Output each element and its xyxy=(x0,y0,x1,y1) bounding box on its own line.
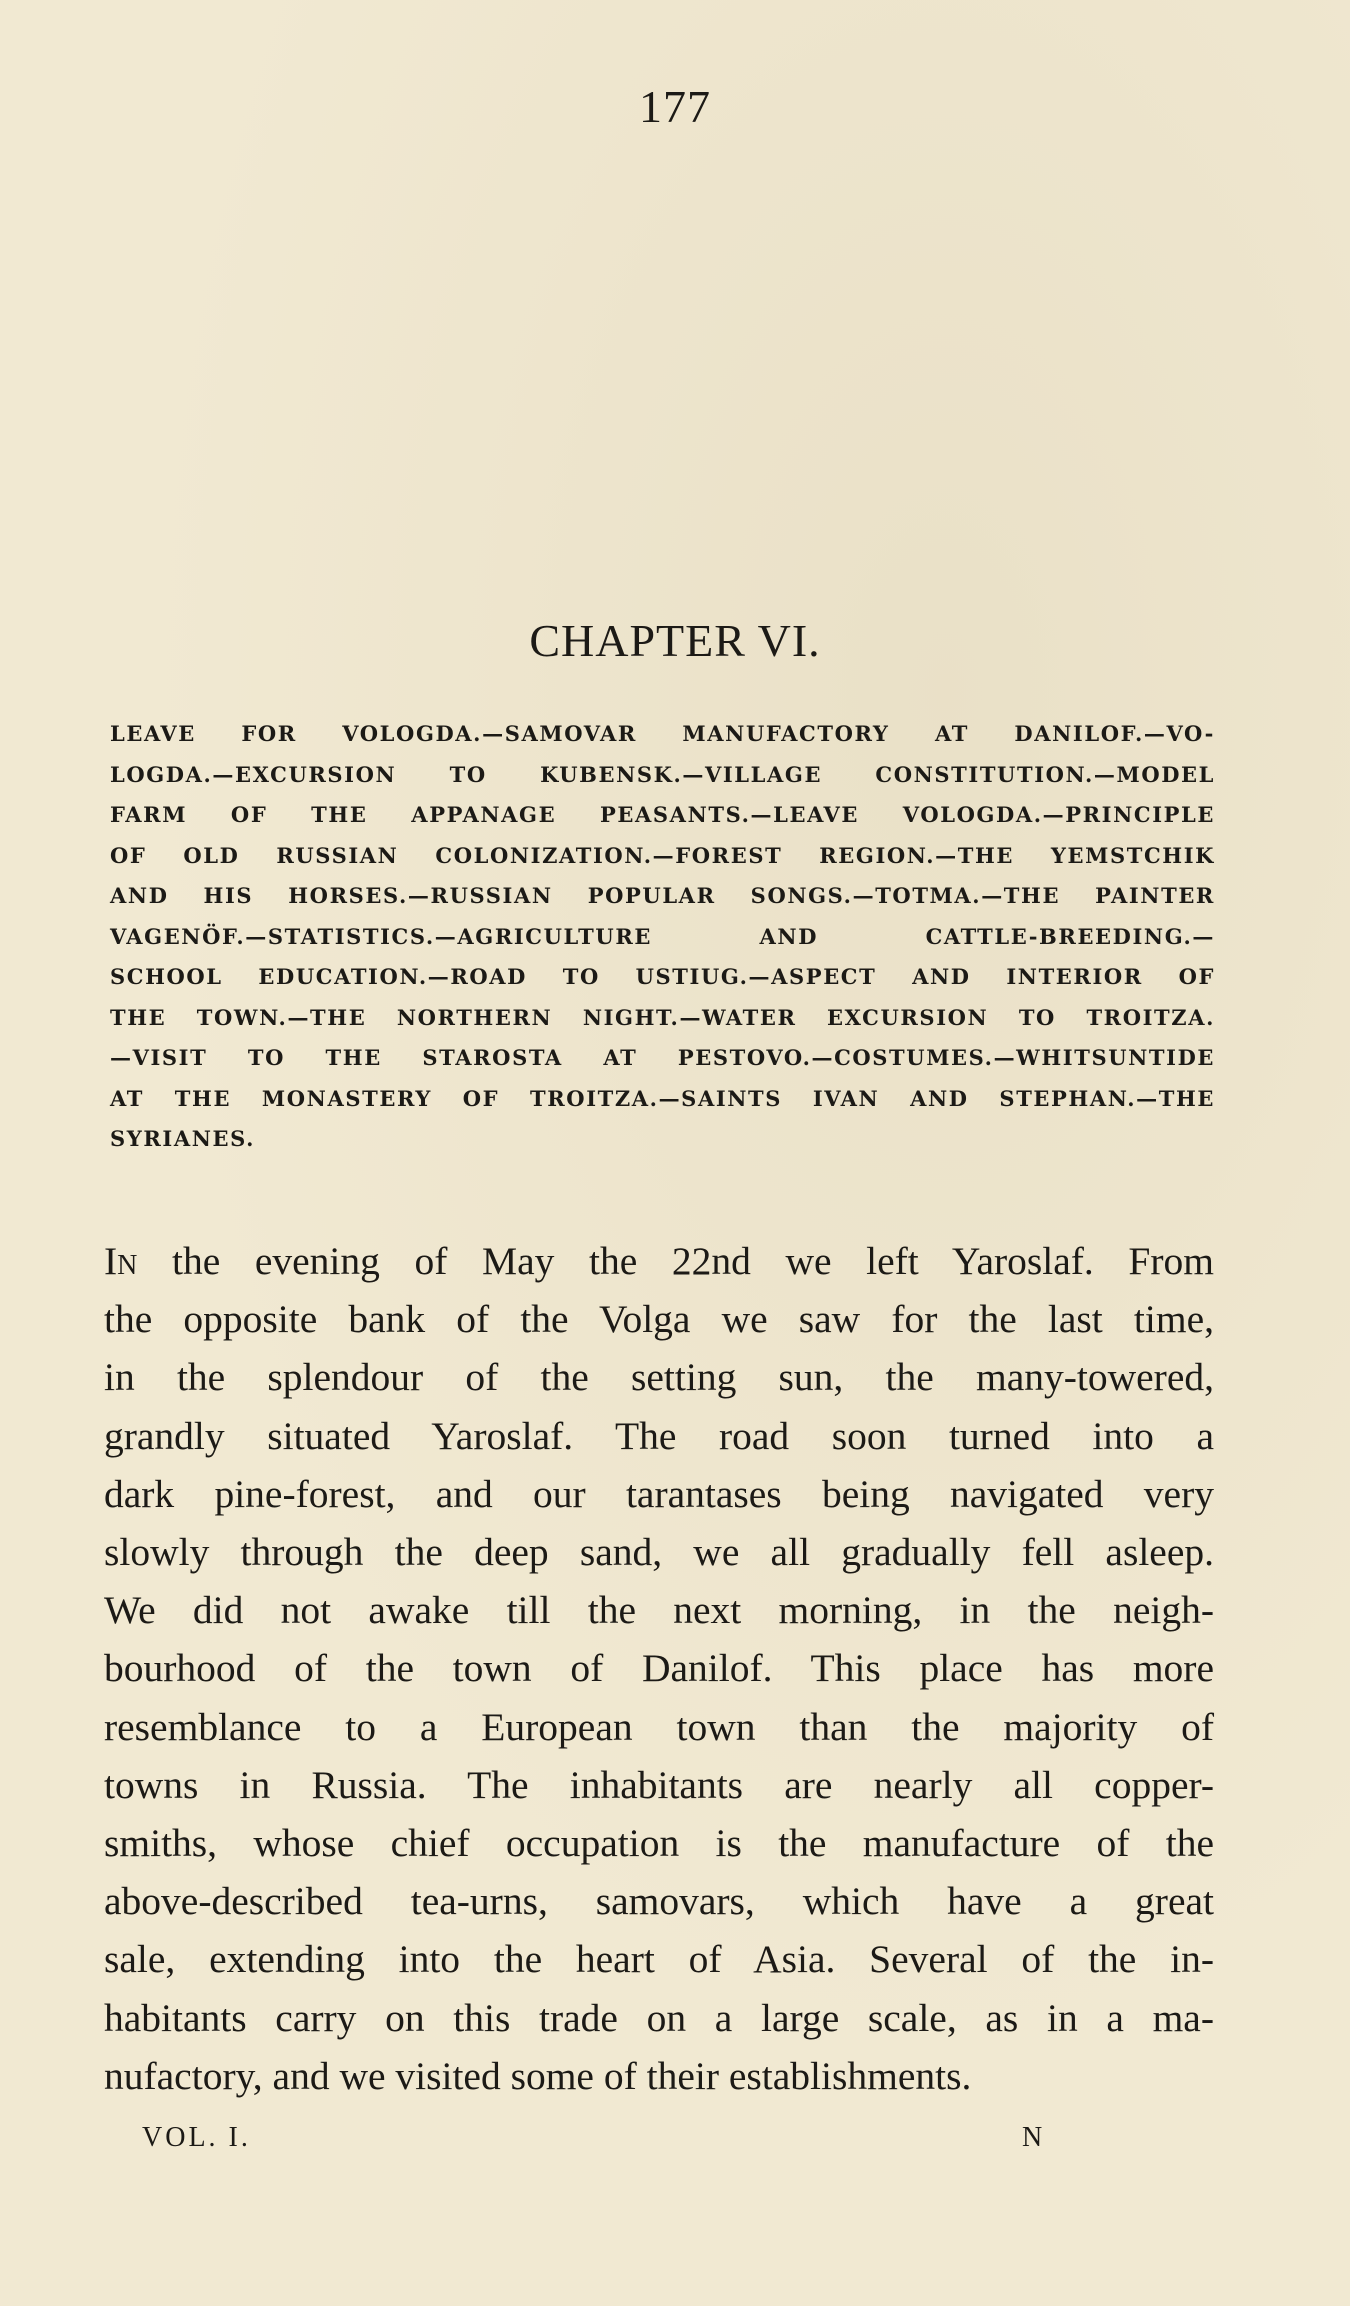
body-line-text: the evening of May the 22nd we left Yaroslaf. From xyxy=(137,1239,1214,1283)
body-line: grandly situated Yaroslaf. The road soon turned into a xyxy=(104,1413,1214,1458)
summary-line: SCHOOL EDUCATION.—ROAD TO USTIUG.—ASPECT AND INTERIOR OF xyxy=(110,964,1215,989)
chapter-summary xyxy=(110,714,1215,1160)
signature-mark: N xyxy=(1022,2122,1043,2153)
chapter-title: CHAPTER VI. xyxy=(529,615,821,666)
body-line: habitants carry on this trade on a large scale, as in a ma- xyxy=(104,1995,1214,2040)
summary-line: VAGENÖF.—STATISTICS.—AGRICULTURE AND CATTLE-BREEDING.— xyxy=(110,923,1215,949)
body-line xyxy=(104,1232,1214,1290)
summary-line: OF OLD RUSSIAN COLONIZATION.—FOREST REGION.—THE YEMSTCHIK xyxy=(110,842,1215,868)
summary-line: AT THE MONASTERY OF TROITZA.—SAINTS IVAN AND STEPHAN.—THE xyxy=(110,1085,1215,1111)
body-line: in the splendour of the setting sun, the many-towered, xyxy=(104,1355,1214,1400)
body-line: towns in Russia. The inhabitants are nearly all copper- xyxy=(104,1762,1214,1807)
summary-line: LEAVE FOR VOLOGDA.—SAMOVAR MANUFACTORY AT DANILOF.—VO- xyxy=(110,721,1215,746)
body-line: We did not awake till the next morning, in the neigh- xyxy=(104,1588,1214,1633)
body-line: dark pine-forest, and our tarantases being navigated very xyxy=(104,1471,1214,1516)
body-line: the opposite bank of the Volga we saw for the last time, xyxy=(104,1297,1214,1342)
summary-line: AND HIS HORSES.—RUSSIAN POPULAR SONGS.—TOTMA.—THE PAINTER xyxy=(110,883,1215,908)
body-line: nufactory, and we visited some of their establishments. xyxy=(104,2053,972,2098)
page-number: 177 xyxy=(639,81,711,132)
summary-line: SYRIANES. xyxy=(110,1126,256,1151)
body-line: sale, extending into the heart of Asia. Several of the in- xyxy=(104,1937,1214,1982)
body-line: bourhood of the town of Danilof. This place has more xyxy=(104,1646,1214,1691)
drop-word: In xyxy=(104,1239,138,1283)
summary-line: THE TOWN.—THE NORTHERN NIGHT.—WATER EXCURSION TO TROITZA. xyxy=(110,1004,1215,1030)
summary-line: FARM OF THE APPANAGE PEASANTS.—LEAVE VOLOGDA.—PRINCIPLE xyxy=(110,802,1215,827)
body-line: smiths, whose chief occupation is the manufacture of the xyxy=(104,1821,1214,1866)
summary-line: LOGDA.—EXCURSION TO KUBENSK.—VILLAGE CONSTITUTION.—MODEL xyxy=(110,761,1215,787)
body-line: slowly through the deep sand, we all gradually fell asleep. xyxy=(104,1530,1214,1575)
body-line: resemblance to a European town than the majority of xyxy=(104,1704,1214,1749)
body-line: above-described tea-urns, samovars, which have a great xyxy=(104,1879,1214,1924)
volume-footer: VOL. I. xyxy=(142,2122,251,2153)
body-paragraph xyxy=(104,1232,1214,2105)
summary-line: —VISIT TO THE STAROSTA AT PESTOVO.—COSTUMES.—WHITSUNTIDE xyxy=(110,1045,1215,1070)
